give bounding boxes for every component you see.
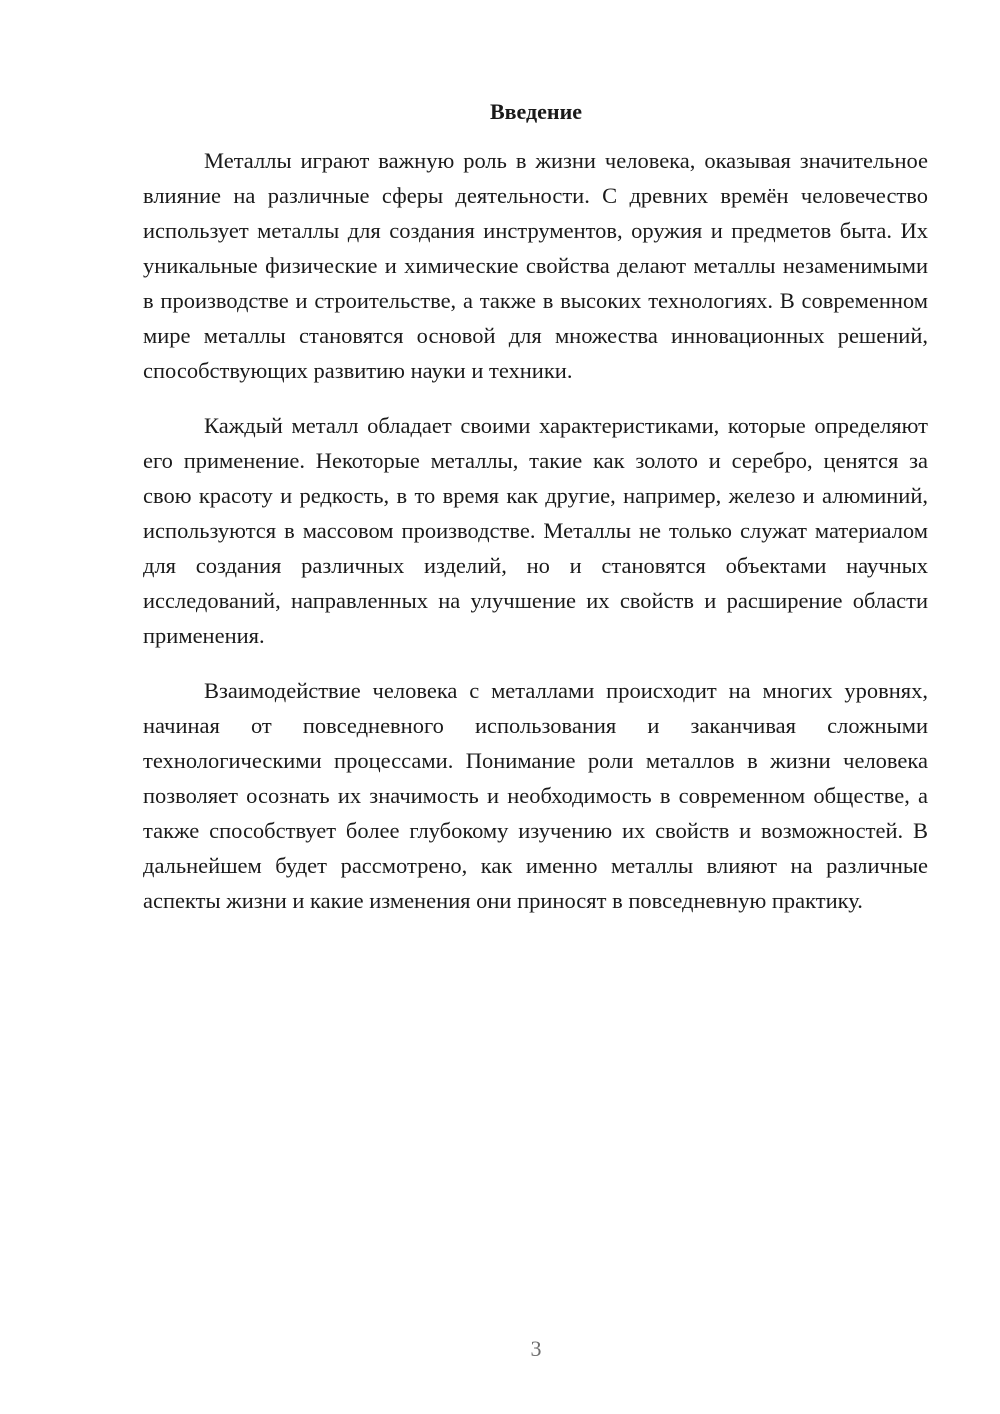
page-title: Введение bbox=[489, 99, 583, 124]
page-number: 3 bbox=[530, 1336, 542, 1361]
paragraph-1: Металлы играют важную роль в жизни человека, оказывая значительное влияние на различные сферы деятельности. С древних времён человечество использует металлы для создания инструментов, оружия и предметов быта. Их уникальные физические и химические свойства делают металлы незаменимыми в производстве и строительстве, а также в высоких технологиях. В современном мире металлы становятся основой для множества инновационных решений, способствующих развитию науки и техники. bbox=[143, 148, 928, 383]
body-text bbox=[143, 143, 928, 938]
paragraph-3: Взаимодействие человека с металлами происходит на многих уровнях, начиная от повседневного использования и заканчивая сложными технологическими процессами. Понимание роли металлов в жизни человека позволяет осознать их значимость и необходимость в современном обществе, а также способствует более глубокому изучению их свойств и возможностей. В дальнейшем будет рассмотрено, как именно металлы влияют на различные аспекты жизни и какие изменения они приносят в повседневную практику. bbox=[143, 678, 928, 913]
paragraph-2: Каждый металл обладает своими характеристиками, которые определяют его применение. Некоторые металлы, такие как золото и серебро, ценятся за свою красоту и редкость, в то время как другие, например, железо и алюминий, используются в массовом производстве. Металлы не только служат материалом для создания различных изделий, но и становятся объектами научных исследований, направленных на улучшение их свойств и расширение области применения. bbox=[143, 413, 928, 648]
